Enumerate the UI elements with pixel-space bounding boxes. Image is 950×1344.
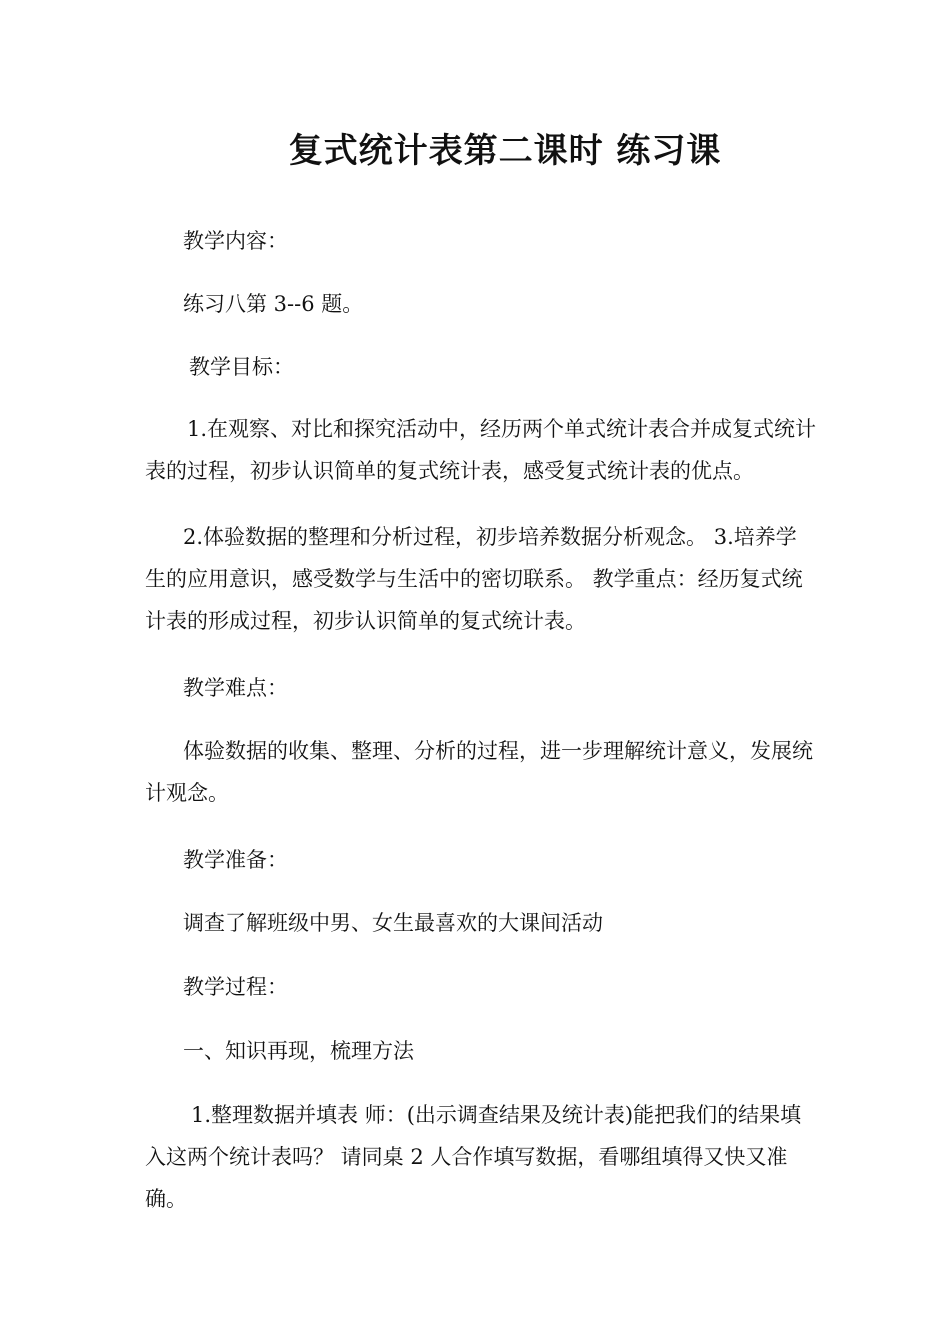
teaching-prep-label: 教学准备： <box>183 848 288 872</box>
step-1: 1.整理数据并填表 师：(出示调查结果及统计表)能把我们的结果填入这两个统计表吗？ 请同桌 2 人合作填写数据，看哪组填得又快又准确。 <box>145 1103 802 1211</box>
teaching-goal-2: 2.体验数据的整理和分析过程，初步培养数据分析观念。 3.培养学生的应用意识，感受数学与生活中的密切联系。 教学重点：经历复式统计表的形成过程，初步认识简单的复式统计表。 <box>145 525 803 633</box>
teaching-difficulty-label: 教学难点： <box>183 676 288 700</box>
section-heading-1: 一、知识再现，梳理方法 <box>183 1039 414 1063</box>
document-title: 复式统计表第二课时 练习课 <box>288 131 722 171</box>
teaching-content-label: 教学内容： <box>183 229 288 253</box>
teaching-prep: 调查了解班级中男、女生最喜欢的大课间活动 <box>183 911 603 935</box>
teaching-goal-label: 教学目标： <box>189 355 294 379</box>
teaching-goal-1: 1.在观察、对比和探究活动中，经历两个单式统计表合并成复式统计表的过程，初步认识简单的复式统计表，感受复式统计表的优点。 <box>145 417 817 483</box>
teaching-process-label: 教学过程： <box>183 975 288 999</box>
teaching-content: 练习八第 3--6 题。 <box>183 292 364 316</box>
teaching-difficulty: 体验数据的收集、整理、分析的过程，进一步理解统计意义，发展统计观念。 <box>145 739 813 805</box>
